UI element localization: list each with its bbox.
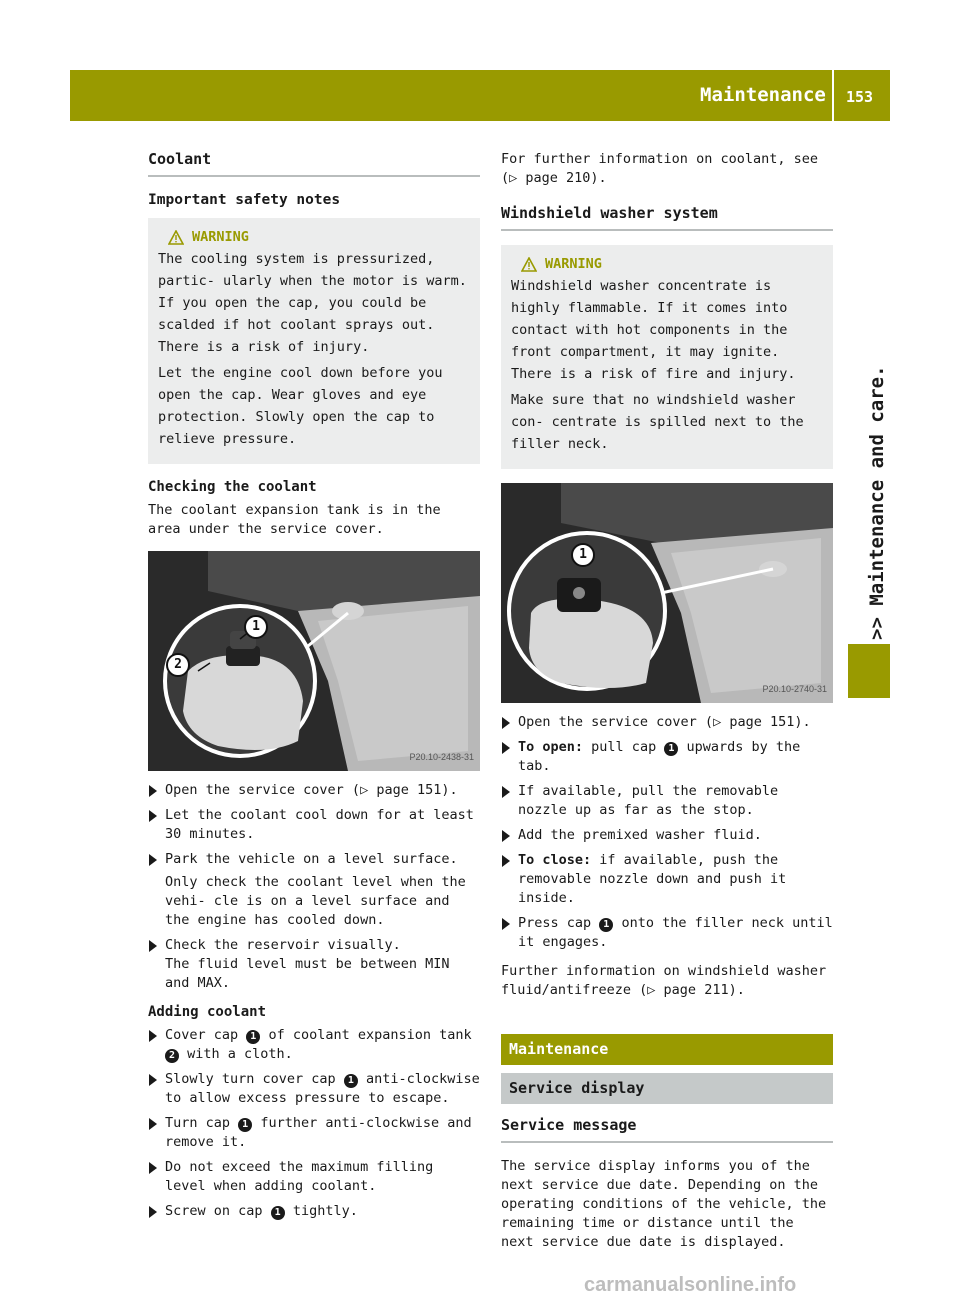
step-arrow-icon — [502, 717, 510, 729]
callout-1: 1 — [271, 1206, 285, 1220]
step-arrow-icon — [502, 918, 510, 930]
warning-label: WARNING — [545, 256, 602, 272]
list-item: Let the coolant cool down for at least 30 minutes. — [148, 806, 480, 844]
callout-1: 1 — [571, 543, 595, 567]
list-item: Open the service cover (▷ page 151). — [148, 781, 480, 800]
step-arrow-icon — [502, 786, 510, 798]
step-arrow-icon — [502, 855, 510, 867]
list-item: Screw on cap 1 tightly. — [148, 1202, 480, 1221]
maintenance-section-bar: Maintenance — [501, 1034, 833, 1065]
list-item: To close: if available, push the removable nozzle down and push it inside. — [501, 851, 833, 908]
list-item: Check the reservoir visually. The fluid level must be between MIN and MAX. — [148, 936, 480, 993]
warning-text-2: Let the engine cool down before you open the cap. Wear gloves and eye protection. Slowly open the cap to relieve pressure. — [158, 365, 443, 447]
list-item: Cover cap 1 of coolant expansion tank 2 with a cloth. — [148, 1026, 480, 1064]
warning-triangle-icon — [521, 257, 537, 272]
service-message-text: The service display informs you of the next service due date. Depending on the operating conditions of the vehicle, the remaining time or distance until the next service due date is displayed. — [501, 1158, 827, 1250]
warning-text-1: Windshield washer concentrate is highly flammable. If it comes into contact with hot components in the front compartment, it may ignite. There is a risk of fire and injury. — [511, 278, 796, 382]
callout-1: 1 — [246, 1030, 260, 1044]
chapter-tab-label: >> Maintenance and care. — [866, 365, 888, 640]
checking-coolant-heading: Checking the coolant — [148, 479, 317, 495]
page-number: 153 — [846, 88, 874, 106]
list-item: If available, pull the removable nozzle up as far as the stop. — [501, 782, 833, 820]
callout-2: 2 — [166, 653, 190, 677]
service-message-heading: Service message — [501, 1116, 833, 1143]
warning-label: WARNING — [192, 229, 249, 245]
adding-steps — [148, 1026, 480, 1221]
callout-1: 1 — [664, 742, 678, 756]
warning-box-washer — [501, 245, 833, 469]
chapter-tab-marker — [848, 644, 890, 698]
list-item: To open: pull cap 1 upwards by the tab. — [501, 738, 833, 776]
washer-heading: Windshield washer system — [501, 204, 833, 231]
list-item: Add the premixed washer fluid. — [501, 826, 833, 845]
header-divider — [832, 70, 834, 121]
page-section-title: Maintenance — [700, 84, 826, 106]
step-arrow-icon — [502, 830, 510, 842]
list-item: Press cap 1 onto the filler neck until it engages. — [501, 914, 833, 952]
coolant-further-info: For further information on coolant, see (▷ page 210). — [501, 151, 818, 186]
photo-code: P20.10-2740-31 — [762, 684, 827, 694]
list-item: Turn cap 1 further anti-clockwise and remove it. — [148, 1114, 480, 1152]
coolant-tank-photo — [148, 551, 480, 771]
photo-code: P20.10-2438-31 — [409, 752, 474, 762]
callout-1: 1 — [344, 1074, 358, 1088]
adding-coolant-heading: Adding coolant — [148, 1004, 267, 1020]
left-column — [148, 150, 480, 1227]
list-item: Park the vehicle on a level surface. Only check the coolant level when the vehi- cle is on a level surface and the engine has cooled down. — [148, 850, 480, 930]
washer-steps — [501, 713, 833, 952]
callout-1: 1 — [599, 918, 613, 932]
watermark: carmanualsonline.info — [584, 1274, 797, 1296]
warning-triangle-icon — [168, 230, 184, 245]
step-arrow-icon — [149, 1074, 157, 1086]
step-arrow-icon — [149, 940, 157, 952]
step-arrow-icon — [149, 1030, 157, 1042]
step-arrow-icon — [149, 785, 157, 797]
warning-box-coolant — [148, 218, 480, 464]
washer-further-info: Further information on windshield washer fluid/antifreeze (▷ page 211). — [501, 963, 827, 998]
callout-1: 1 — [244, 615, 268, 639]
safety-notes-heading: Important safety notes — [148, 192, 341, 208]
list-item: Do not exceed the maximum filling level when adding coolant. — [148, 1158, 480, 1196]
coolant-heading: Coolant — [148, 150, 480, 177]
warning-header — [521, 253, 823, 275]
chapter-tab[interactable] — [848, 340, 890, 640]
callout-1: 1 — [238, 1118, 252, 1132]
step-arrow-icon — [149, 854, 157, 866]
checking-steps — [148, 781, 480, 993]
checking-coolant-text: The coolant expansion tank is in the area under the service cover. — [148, 502, 441, 537]
service-display-section-bar: Service display — [501, 1073, 833, 1104]
step-arrow-icon — [149, 1162, 157, 1174]
warning-text-1: The cooling system is pressurized, partic- ularly when the motor is warm. If you open the cap, you could be scalded if hot coolant sprays out. There is a risk of injury. — [158, 251, 467, 355]
warning-header — [168, 226, 470, 248]
step-arrow-icon — [149, 1118, 157, 1130]
step-arrow-icon — [502, 742, 510, 754]
callout-2: 2 — [165, 1049, 179, 1063]
warning-text-2: Make sure that no windshield washer con- centrate is spilled next to the filler neck. — [511, 392, 804, 452]
step-arrow-icon — [149, 1206, 157, 1218]
list-item: Slowly turn cover cap 1 anti-clockwise to allow excess pressure to escape. — [148, 1070, 480, 1108]
list-item: Open the service cover (▷ page 151). — [501, 713, 833, 732]
washer-reservoir-photo — [501, 483, 833, 703]
right-column — [501, 150, 833, 1258]
step-arrow-icon — [149, 810, 157, 822]
